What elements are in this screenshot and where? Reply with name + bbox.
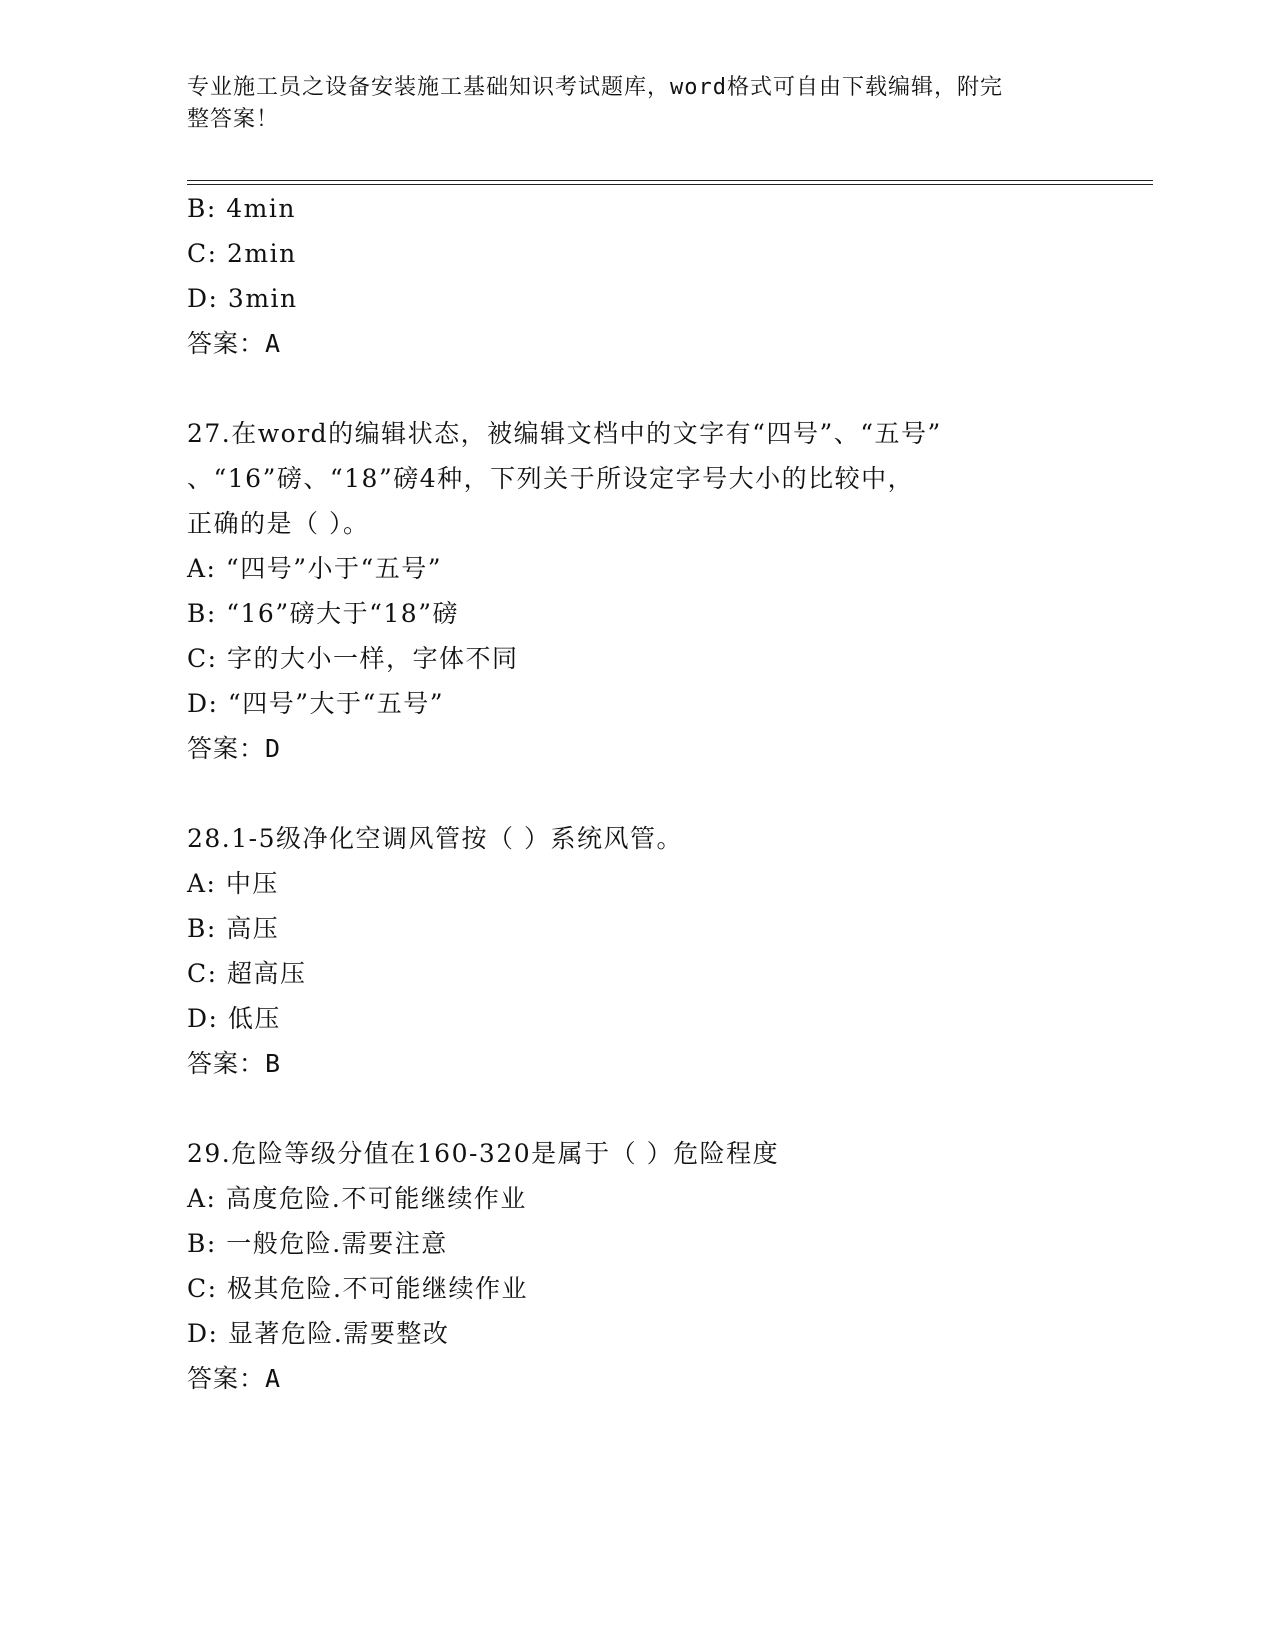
q28-option-a: A: 中压 — [187, 869, 279, 898]
q28-stem: 28.1-5级净化空调风管按（ ）系统风管。 — [187, 824, 683, 853]
q27-stem-line-2: 、“16”磅、“18”磅4种，下列关于所设定字号大小的比较中， — [187, 464, 915, 493]
header-divider-bottom — [187, 184, 1153, 185]
q27-option-a: A: “四号”小于“五号” — [187, 554, 443, 583]
q28-option-c: C: 超高压 — [187, 959, 307, 988]
q29-option-a: A: 高度危险.不可能继续作业 — [187, 1184, 527, 1213]
q28-option-d: D: 低压 — [187, 1004, 281, 1033]
q26-option-c: C: 2min — [187, 239, 297, 268]
q27-option-c: C: 字的大小一样，字体不同 — [187, 644, 519, 673]
q27-stem-line-3: 正确的是（ ）。 — [187, 509, 370, 538]
q29-stem: 29.危险等级分值在160-320是属于（ ）危险程度 — [187, 1139, 780, 1168]
q29-answer: 答案：A — [187, 1364, 282, 1393]
q29-option-b: B: 一般危险.需要注意 — [187, 1229, 448, 1258]
q27-stem-line-1: 27.在word的编辑状态，被编辑文档中的文字有“四号”、“五号” — [187, 419, 942, 448]
q26-option-d: D: 3min — [187, 284, 298, 313]
document-header — [187, 72, 1067, 136]
header-line-2: 整答案！ — [187, 107, 280, 132]
q27-option-b: B: “16”磅大于“18”磅 — [187, 599, 459, 628]
q27-answer: 答案：D — [187, 734, 282, 763]
q26-answer: 答案：A — [187, 329, 282, 358]
header-divider-top — [187, 180, 1153, 181]
q29-option-d: D: 显著危险.需要整改 — [187, 1319, 450, 1348]
q28-answer: 答案：B — [187, 1049, 282, 1078]
q29-option-c: C: 极其危险.不可能继续作业 — [187, 1274, 528, 1303]
q26-option-b: B: 4min — [187, 194, 296, 223]
q27-option-d: D: “四号”大于“五号” — [187, 689, 445, 718]
q28-option-b: B: 高压 — [187, 914, 280, 943]
header-line-1: 专业施工员之设备安装施工基础知识考试题库，word格式可自由下载编辑，附完 — [187, 75, 1003, 100]
